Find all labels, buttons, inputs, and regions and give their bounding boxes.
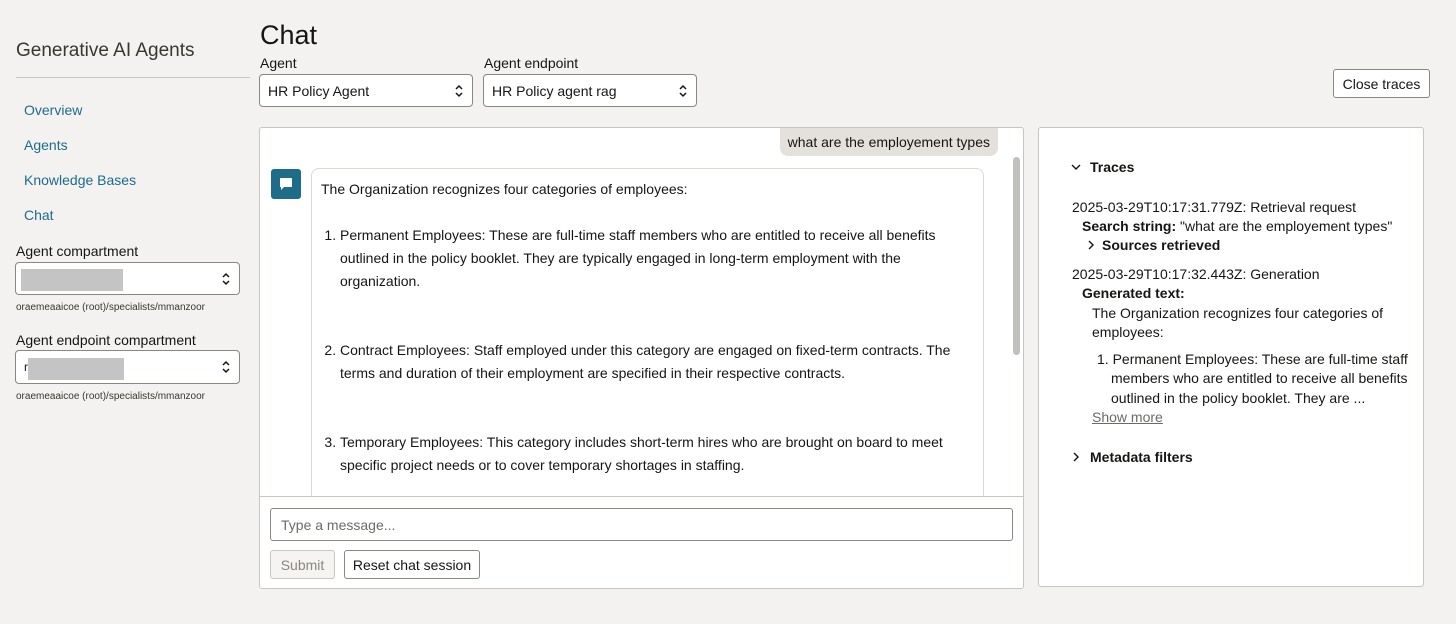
generation-header: 2025-03-29T10:17:32.443Z: Generation bbox=[1072, 266, 1320, 282]
agent-label: Agent bbox=[260, 55, 297, 71]
endpoint-compartment-select[interactable] bbox=[15, 350, 240, 384]
user-message-bubble: what are the employement types bbox=[780, 128, 998, 156]
metadata-filters-toggle[interactable] bbox=[1071, 449, 1193, 465]
chat-bubble-icon bbox=[278, 176, 294, 192]
chat-scrollbar-thumb[interactable] bbox=[1013, 157, 1020, 355]
redacted-value bbox=[28, 358, 124, 380]
sidebar-item-knowledge-bases[interactable]: Knowledge Bases bbox=[24, 172, 137, 188]
bot-list-item: 2. Contract Employees: Staff employed under this category are engaged on fixed-term contracts. The terms and duration of their employment are specified in their respective contracts. bbox=[340, 339, 975, 385]
retrieval-header: 2025-03-29T10:17:31.779Z: Retrieval request bbox=[1072, 199, 1357, 215]
agent-select[interactable] bbox=[259, 74, 473, 107]
page-title: Chat bbox=[260, 20, 318, 50]
close-traces-button[interactable]: Close traces bbox=[1333, 69, 1430, 98]
search-string-row bbox=[1082, 218, 1392, 234]
reset-chat-button[interactable]: Reset chat session bbox=[344, 550, 480, 579]
agent-compartment-path: oraemeaaicoe (root)/specialists/mmanzoor bbox=[16, 302, 205, 313]
endpoint-select[interactable] bbox=[483, 74, 697, 107]
up-down-caret-icon bbox=[678, 83, 688, 99]
title-divider bbox=[16, 77, 250, 78]
chat-panel bbox=[259, 127, 1024, 589]
sources-retrieved-toggle[interactable] bbox=[1086, 237, 1220, 253]
message-input[interactable] bbox=[270, 508, 1013, 541]
app-title: Generative AI Agents bbox=[16, 40, 195, 61]
endpoint-compartment-path: oraemeaaicoe (root)/specialists/mmanzoor bbox=[16, 391, 205, 402]
sidebar-item-chat[interactable]: Chat bbox=[24, 207, 54, 223]
sidebar-item-agents[interactable]: Agents bbox=[24, 137, 68, 153]
generated-text-line: The Organization recognizes four categories of bbox=[1092, 305, 1384, 321]
up-down-caret-icon bbox=[221, 359, 231, 375]
show-more-link[interactable]: Show more bbox=[1092, 409, 1163, 425]
bot-list-item: 1. Permanent Employees: These are full-time staff members who are entitled to receive all benefits outlined in the policy booklet. They are typically engaged in long-term employment with the organization. bbox=[340, 224, 975, 293]
bot-message bbox=[311, 168, 984, 508]
bot-avatar bbox=[271, 169, 301, 199]
generated-text-line: employees: bbox=[1092, 324, 1164, 340]
sidebar-item-overview[interactable]: Overview bbox=[24, 102, 83, 118]
endpoint-compartment-label: Agent endpoint compartment bbox=[16, 332, 196, 348]
generated-list-line: 1. Permanent Employees: These are full-time staff bbox=[1097, 351, 1408, 367]
generated-list-line: outlined in the policy booklet. They are ... bbox=[1111, 390, 1366, 406]
bot-list-item: 3. Temporary Employees: This category includes short-term hires who are brought on board to meet specific project needs or to cover temporary shortages in staffing. bbox=[340, 431, 975, 477]
traces-panel bbox=[1038, 127, 1424, 587]
search-string-label: Search string: bbox=[1082, 218, 1177, 234]
chevron-down-icon bbox=[1071, 162, 1081, 172]
chevron-right-icon bbox=[1086, 240, 1096, 250]
traces-toggle[interactable] bbox=[1071, 159, 1134, 175]
generated-list-line: members who are entitled to receive all benefits bbox=[1111, 370, 1408, 386]
redacted-value bbox=[21, 269, 123, 291]
submit-button[interactable]: Submit bbox=[270, 550, 335, 579]
bot-list bbox=[321, 224, 975, 477]
traces-heading: Traces bbox=[1090, 159, 1135, 175]
up-down-caret-icon bbox=[221, 271, 231, 287]
endpoint-label: Agent endpoint bbox=[484, 55, 579, 71]
agent-compartment-select[interactable] bbox=[15, 262, 240, 295]
agent-select-value: HR Policy Agent bbox=[268, 82, 370, 99]
endpoint-compartment-prefix: r bbox=[24, 360, 28, 374]
sources-retrieved-label: Sources retrieved bbox=[1102, 237, 1221, 253]
generated-text-label: Generated text: bbox=[1082, 285, 1185, 301]
agent-compartment-label: Agent compartment bbox=[16, 243, 139, 259]
up-down-caret-icon bbox=[454, 83, 464, 99]
chat-scrollbar[interactable] bbox=[1010, 155, 1024, 496]
search-string-value: "what are the employement types" bbox=[1180, 218, 1393, 234]
message-composer bbox=[260, 496, 1023, 589]
chevron-right-icon bbox=[1071, 452, 1081, 462]
metadata-filters-label: Metadata filters bbox=[1090, 449, 1193, 465]
sidebar-nav bbox=[24, 100, 136, 240]
bot-intro: The Organization recognizes four categories of employees: bbox=[321, 181, 688, 197]
endpoint-select-value: HR Policy agent rag bbox=[492, 82, 617, 99]
